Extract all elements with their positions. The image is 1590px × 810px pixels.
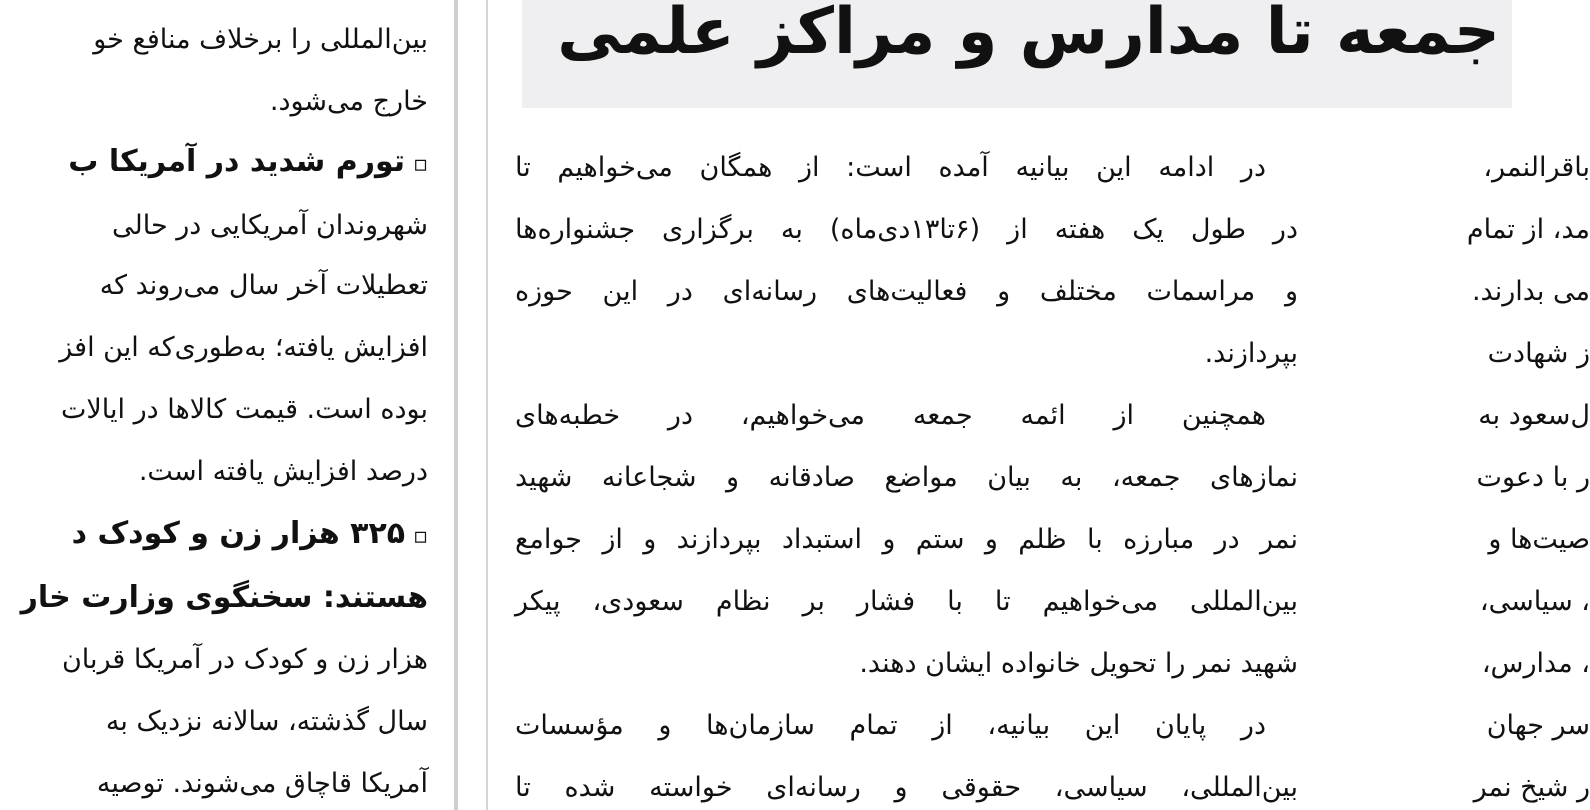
left-line: درصد افزایش یافته است.: [138, 456, 428, 487]
left-line: افزایش یافته؛ به‌طوری‌که این افز: [59, 332, 428, 363]
left-line: سال گذشته، سالانه نزدیک به: [105, 706, 428, 737]
left-line: تعطیلات آخر سال می‌روند که: [99, 270, 428, 301]
right-line: ر شیخ نمر: [1473, 772, 1590, 803]
right-line: ، سیاسی،: [1479, 586, 1590, 617]
left-line: آمریکا قاچاق می‌شوند. توصیه: [96, 768, 428, 799]
left-line: بین‌المللی را برخلاف منافع خو: [93, 24, 428, 55]
right-line: ، مدارس،: [1481, 648, 1590, 679]
left-line: بوده است. قیمت کالاها در ایالات: [60, 394, 428, 425]
body-line: در پایان این بیانیه، از تمام سازمان‌ها و مؤسسات: [515, 710, 1266, 741]
headline-box: [522, 0, 1512, 108]
left-line: خارج می‌شود.: [269, 86, 428, 117]
right-line: مد، از تمام: [1466, 214, 1590, 245]
right-line: می بدارند.: [1471, 276, 1590, 307]
square-bullet-icon: ▫: [413, 152, 428, 177]
middle-column: [515, 130, 1298, 810]
column-divider-middle: [486, 0, 488, 810]
left-news-headline: [72, 514, 428, 557]
right-line: سر جهان: [1486, 710, 1590, 741]
left-news-headline-text: تورم شدید در آمریکا ب: [68, 144, 406, 179]
left-line-bold: هستند: سخنگوی وزارت خار: [20, 580, 428, 615]
right-line: ز شهادت: [1487, 338, 1590, 369]
left-column: [0, 0, 428, 810]
right-line: صیت‌ها و: [1488, 524, 1590, 555]
body-line: در ادامه این بیانیه آمده است: از همگان می‌خواهیم تا: [515, 152, 1266, 183]
left-news-headline: [68, 142, 428, 185]
right-column: [1336, 130, 1590, 810]
right-line: ل‌سعود به: [1478, 400, 1590, 431]
square-bullet-icon: ▫: [413, 524, 428, 549]
body-line: شهید نمر را تحویل خانواده ایشان دهند.: [859, 648, 1298, 679]
left-news-headline-text: ۳۲۵ هزار زن و کودک د: [71, 516, 406, 551]
right-line: ر با دعوت: [1476, 462, 1590, 493]
left-line: شهروندان آمریکایی در حالی: [111, 210, 428, 241]
body-line: نمازهای جمعه، به بیان مواضع صادقانه و شجاعانه شهید: [515, 462, 1298, 493]
column-divider-left: [454, 0, 458, 810]
body-line: و مراسمات مختلف و فعالیت‌های رسانه‌ای در این حوزه: [515, 276, 1298, 307]
headline: جمعه تا مدارس و مراکز علمی: [557, 0, 1500, 69]
body-line: نمر در مبارزه با ظلم و ستم و استبداد بپردازند و از جوامع: [515, 524, 1298, 555]
body-line: بین‌المللی می‌خواهیم تا با فشار بر نظام سعودی، پیکر: [515, 586, 1298, 617]
body-line: بپردازند.: [1204, 338, 1298, 369]
left-line: هزار زن و کودک در آمریکا قربان: [61, 644, 428, 675]
body-line: بین‌المللی، سیاسی، حقوقی و رسانه‌ای خواسته شده تا: [515, 772, 1298, 803]
body-line: همچنین از ائمه جمعه می‌خواهیم، در خطبه‌های: [515, 400, 1266, 431]
right-line: باقرالنمر،: [1483, 152, 1590, 183]
body-line: در طول یک هفته از (۶تا۱۳دی‌ماه) به برگزاری جشنواره‌ها: [515, 214, 1298, 245]
